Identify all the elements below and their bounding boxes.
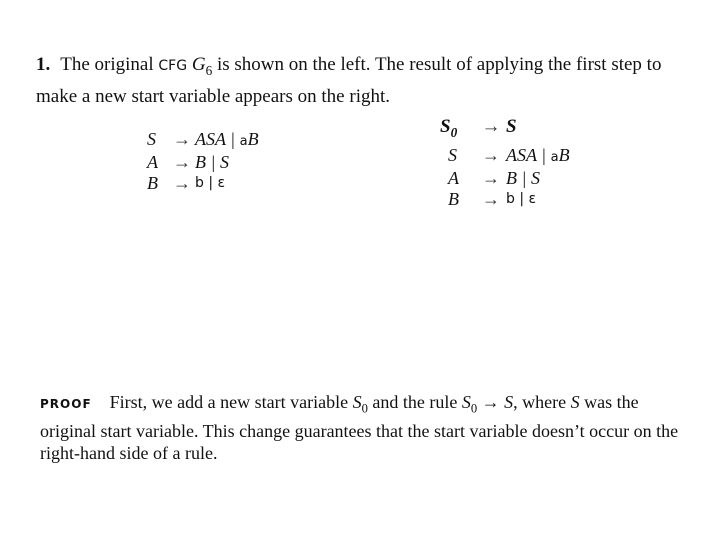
- arrow-icon: →: [482, 144, 500, 165]
- right-rule-a: [440, 168, 570, 189]
- rule-lhs: S: [461, 392, 471, 412]
- rule-rhs: B | S: [195, 152, 229, 172]
- proof-text-4: was the original start variable. This change guarantees that the start variable doesn’t occur on the right-hand side of a rule.: [40, 392, 679, 463]
- original-grammar: [147, 129, 259, 194]
- rule-rhs: S: [504, 392, 514, 412]
- grammar-subscript: 6: [205, 62, 213, 78]
- problem-statement: [36, 52, 706, 110]
- arrow-icon: →: [482, 188, 500, 209]
- proof-paragraph: [40, 391, 680, 464]
- right-rule-s: [440, 145, 570, 168]
- rule-lhs: S: [147, 129, 156, 149]
- rule-rhs: b | ε: [506, 190, 537, 207]
- arrow-icon: →: [173, 152, 191, 172]
- proof-text-3: , where: [513, 392, 571, 412]
- rule-lhs: B: [448, 188, 459, 209]
- rule-rhs: b | ε: [195, 175, 226, 191]
- rule-lhs-subscript: 0: [470, 401, 478, 416]
- problem-number: 1.: [36, 54, 51, 75]
- arrow-icon: →: [173, 129, 191, 149]
- heading-text-1: The original: [60, 54, 159, 75]
- proof-text-1: First, we add a new start variable: [109, 392, 353, 412]
- grammar-name: G: [191, 54, 206, 75]
- arrow-icon: →: [481, 116, 501, 137]
- left-rule-a: [147, 152, 259, 173]
- left-rule-s: [147, 129, 259, 152]
- rule-rhs: B | S: [506, 167, 540, 188]
- rule-rhs: ASA | aB: [195, 129, 259, 149]
- start-variable: S: [352, 392, 362, 412]
- proof-label: PROOF: [40, 397, 92, 411]
- heading-text-2: is shown on the left. The result of applying the first step to make a new start variable appears on the right.: [36, 54, 662, 107]
- rule-lhs: $S_0$: [440, 116, 458, 140]
- cfg-abbrev: CFG: [158, 58, 188, 74]
- original-start-variable: S: [570, 392, 580, 412]
- left-rule-b: [147, 173, 259, 194]
- right-rule-b: [440, 189, 570, 210]
- arrow-icon: →: [482, 167, 500, 188]
- rule-rhs: S: [506, 116, 517, 137]
- rule-rhs: ASA | aB: [506, 144, 570, 165]
- right-rule-s0: [440, 116, 570, 143]
- proof-text-2: and the rule: [367, 392, 462, 412]
- rule-lhs: A: [147, 152, 158, 172]
- arrow-icon: →: [173, 173, 191, 193]
- new-start-grammar: [440, 116, 570, 210]
- rule-lhs: S: [448, 144, 457, 165]
- start-variable-subscript: 0: [361, 401, 368, 416]
- rule-lhs: B: [147, 173, 158, 193]
- arrow-icon: →: [477, 392, 505, 412]
- rule-lhs: A: [448, 167, 459, 188]
